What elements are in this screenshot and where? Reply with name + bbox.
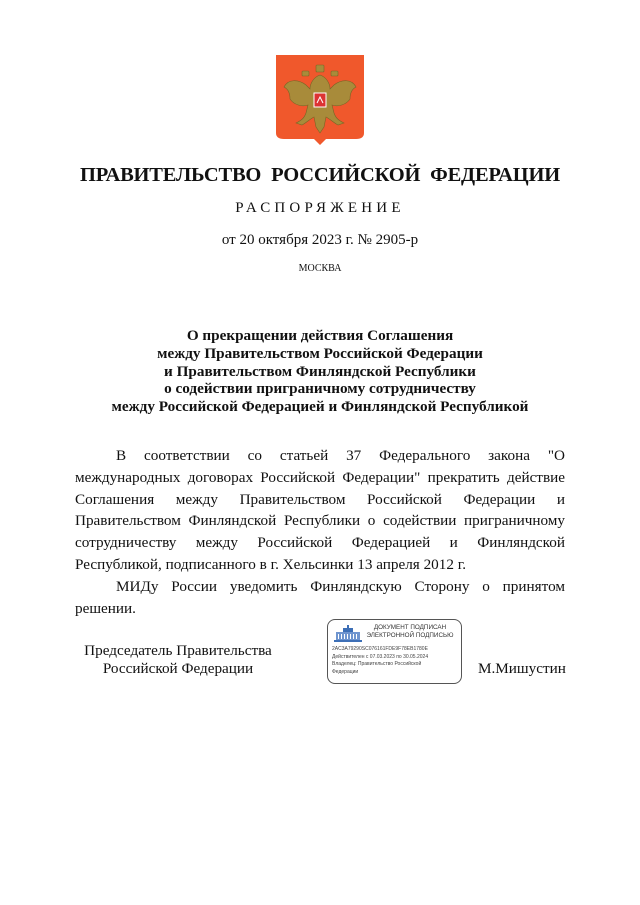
coat-of-arms-icon: [276, 55, 364, 145]
stamp-heading-line: ДОКУМЕНТ ПОДПИСАН: [373, 624, 447, 631]
document-type: РАСПОРЯЖЕНИЕ: [235, 200, 405, 216]
document-city: МОСКВА: [298, 263, 342, 274]
government-building-icon: [334, 624, 362, 642]
document-body: [75, 445, 565, 619]
document-date-number: от 20 октября 2023 г. № 2905-р: [221, 232, 419, 248]
signer-name: М.Мишустин: [478, 660, 566, 677]
subject-line: и Правительством Финляндской Республики: [164, 362, 476, 380]
e-signature-stamp: [327, 619, 462, 684]
stamp-owner: Федерации: [332, 668, 359, 675]
stamp-details: [332, 646, 458, 676]
stamp-heading: [362, 624, 458, 640]
document-title: ПРАВИТЕЛЬСТВО РОССИЙСКОЙ ФЕДЕРАЦИИ: [80, 164, 560, 186]
body-paragraph: В соответствии со статьей 37 Федерального закона "О международных договорах Российской Федерации" прекратить действие Соглашения между Правительством Российской Федерации и Правительством Финляндской Республики о содействии приграничному сотрудничеству между Российской Федерацией и Финляндской Республикой, подписанного в г. Хельсинки 13 апреля 2012 г.: [75, 447, 565, 573]
subject-line: о содействии приграничному сотрудничеству: [164, 380, 476, 398]
body-paragraph: МИДу России уведомить Финляндскую Сторону о принятом решении.: [75, 577, 565, 617]
stamp-heading-line: ЭЛЕКТРОННОЙ ПОДПИСЬЮ: [366, 632, 454, 639]
subject-line: между Российской Федерацией и Финляндской Республикой: [111, 398, 529, 416]
stamp-owner: Владелец: Правительство Российской: [332, 661, 422, 667]
stamp-certificate: 2AC3A79290SC076161FDE9F78EB1780E: [332, 646, 428, 652]
signer-position: [78, 642, 278, 678]
stamp-validity: Действителен с 07.03.2023 по 30.05.2024: [332, 653, 429, 660]
subject-line: О прекращении действия Соглашения: [186, 327, 454, 344]
signer-position-line: Председатель Правительства: [84, 642, 272, 659]
subject-line: между Правительством Российской Федерации: [157, 344, 483, 362]
signer-position-line: Российской Федерации: [102, 660, 254, 677]
document-subject: [80, 327, 560, 416]
